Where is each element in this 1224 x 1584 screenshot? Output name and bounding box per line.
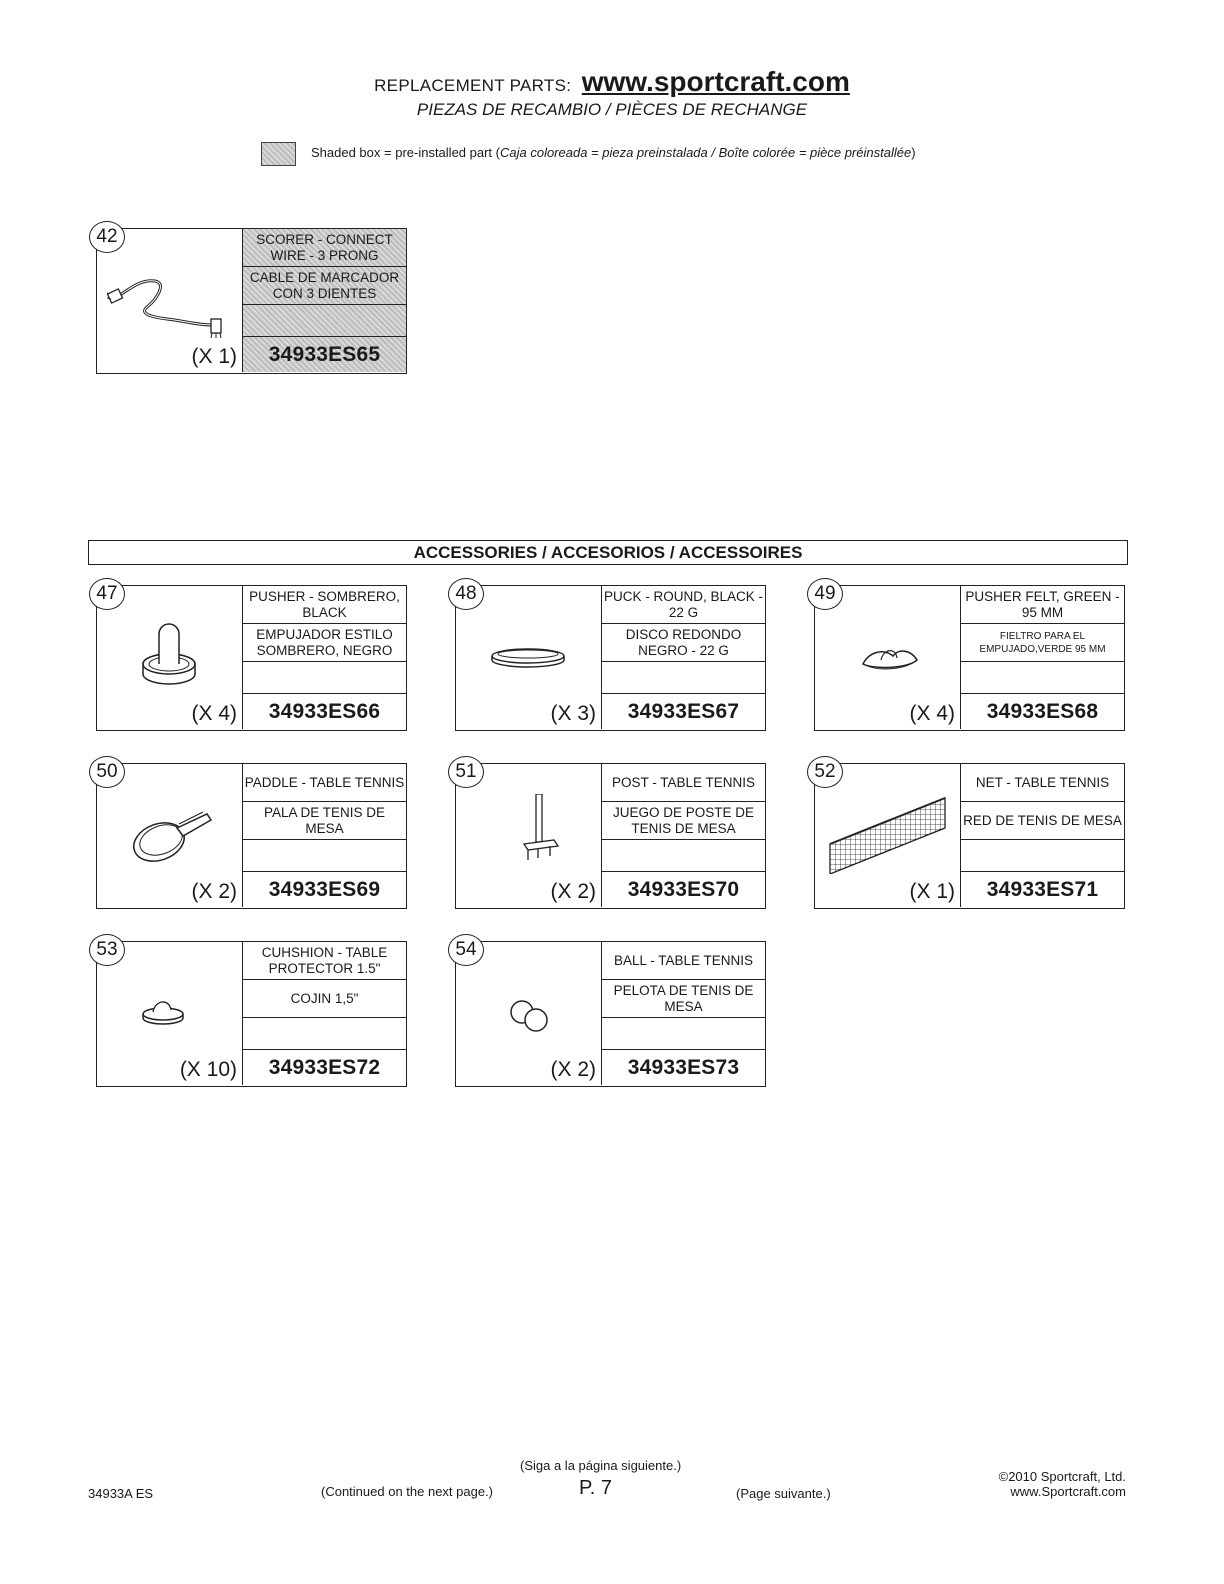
part-name-fr bbox=[961, 662, 1124, 694]
legend-text: Shaded box = pre-installed part (Caja coloreada = pieza preinstalada / Boîte colorée = pièce préinstallée) bbox=[311, 145, 916, 160]
part-info bbox=[242, 229, 406, 372]
part-name-en: CUHSHION - TABLE PROTECTOR 1.5" bbox=[243, 942, 406, 980]
part-card-53 bbox=[96, 941, 407, 1087]
part-code: 34933ES71 bbox=[986, 877, 1099, 901]
part-quantity: (X 4) bbox=[191, 702, 237, 725]
legend-shaded-swatch bbox=[261, 142, 296, 166]
part-number: 47 bbox=[89, 578, 125, 610]
part-name-fr bbox=[602, 840, 765, 872]
part-quantity: (X 4) bbox=[909, 702, 955, 725]
part-card-47 bbox=[96, 585, 407, 731]
part-name-es: RED DE TENIS DE MESA bbox=[961, 802, 1124, 840]
part-info bbox=[601, 942, 765, 1085]
part-number: 53 bbox=[89, 934, 125, 966]
footer-continued-en: (Continued on the next page.) bbox=[321, 1484, 494, 1499]
footer-page-number: P. 7 bbox=[579, 1477, 612, 1499]
part-number: 42 bbox=[89, 221, 125, 253]
part-info bbox=[601, 586, 765, 729]
part-name-es: CABLE DE MARCADOR CON 3 DIENTES bbox=[243, 267, 406, 305]
part-name-en: PADDLE - TABLE TENNIS bbox=[243, 764, 406, 802]
felt-icon bbox=[825, 616, 950, 696]
footer-doc-code: 34933A ES bbox=[88, 1486, 154, 1501]
part-name-fr bbox=[602, 662, 765, 694]
part-info bbox=[960, 764, 1124, 907]
part-name-es: FIELTRO PARA EL EMPUJADO,VERDE 95 MM bbox=[961, 624, 1124, 662]
part-name-en: POST - TABLE TENNIS bbox=[602, 764, 765, 802]
part-name-es: EMPUJADOR ESTILO SOMBRERO, NEGRO bbox=[243, 624, 406, 662]
part-name-fr bbox=[243, 305, 406, 337]
part-quantity: (X 3) bbox=[550, 702, 596, 725]
part-card-48 bbox=[455, 585, 766, 731]
wire-icon bbox=[107, 259, 232, 339]
part-name-en: BALL - TABLE TENNIS bbox=[602, 942, 765, 980]
part-name-en: NET - TABLE TENNIS bbox=[961, 764, 1124, 802]
footer-continued-es: (Siga a la página siguiente.) bbox=[520, 1458, 682, 1473]
part-name-fr bbox=[243, 840, 406, 872]
part-name-es: PALA DE TENIS DE MESA bbox=[243, 802, 406, 840]
part-number: 52 bbox=[807, 756, 843, 788]
net-icon bbox=[825, 794, 950, 874]
footer-copyright-block bbox=[980, 1469, 1126, 1499]
part-name-en: PUSHER - SOMBRERO, BLACK bbox=[243, 586, 406, 624]
part-name-en: SCORER - CONNECT WIRE - 3 PRONG bbox=[243, 229, 406, 267]
part-code: 34933ES73 bbox=[627, 1055, 740, 1079]
header-label: REPLACEMENT PARTS: bbox=[374, 76, 572, 95]
part-info bbox=[601, 764, 765, 907]
header-url-link[interactable]: www.sportcraft.com bbox=[581, 66, 850, 97]
part-name-fr bbox=[961, 840, 1124, 872]
part-card-42 bbox=[96, 228, 407, 374]
accessories-heading: ACCESSORIES / ACCESORIOS / ACCESSOIRES bbox=[88, 540, 1128, 565]
part-quantity: (X 10) bbox=[179, 1058, 237, 1081]
footer-copyright: ©2010 Sportcraft, Ltd. bbox=[998, 1469, 1126, 1484]
part-code: 34933ES68 bbox=[986, 699, 1099, 723]
part-card-49 bbox=[814, 585, 1125, 731]
part-number: 54 bbox=[448, 934, 484, 966]
part-number: 51 bbox=[448, 756, 484, 788]
part-code: 34933ES70 bbox=[627, 877, 740, 901]
part-name-es: COJIN 1,5" bbox=[243, 980, 406, 1018]
footer-continued-fr: (Page suivante.) bbox=[736, 1486, 831, 1501]
pusher-icon bbox=[107, 616, 232, 696]
part-card-51 bbox=[455, 763, 766, 909]
part-code: 34933ES72 bbox=[268, 1055, 381, 1079]
paddle-icon bbox=[107, 794, 232, 874]
part-quantity: (X 2) bbox=[191, 880, 237, 903]
part-quantity: (X 2) bbox=[550, 1058, 596, 1081]
header-subtitle: PIEZAS DE RECAMBIO / PIÈCES DE RECHANGE bbox=[416, 100, 808, 119]
part-name-fr bbox=[602, 1018, 765, 1050]
part-number: 48 bbox=[448, 578, 484, 610]
part-number: 49 bbox=[807, 578, 843, 610]
part-code: 34933ES66 bbox=[268, 699, 381, 723]
part-card-54 bbox=[455, 941, 766, 1087]
part-info bbox=[242, 942, 406, 1085]
puck-icon bbox=[466, 616, 591, 696]
part-name-fr bbox=[243, 662, 406, 694]
part-quantity: (X 1) bbox=[191, 345, 237, 368]
part-name-fr bbox=[243, 1018, 406, 1050]
part-card-50 bbox=[96, 763, 407, 909]
part-name-es: PELOTA DE TENIS DE MESA bbox=[602, 980, 765, 1018]
part-name-es: DISCO REDONDO NEGRO - 22 G bbox=[602, 624, 765, 662]
part-card-52 bbox=[814, 763, 1125, 909]
part-code: 34933ES69 bbox=[268, 877, 381, 901]
part-name-en: PUCK - ROUND, BLACK - 22 G bbox=[602, 586, 765, 624]
part-quantity: (X 2) bbox=[550, 880, 596, 903]
part-code: 34933ES65 bbox=[268, 342, 381, 366]
part-info bbox=[242, 586, 406, 729]
part-info bbox=[242, 764, 406, 907]
ball-icon bbox=[466, 972, 591, 1052]
part-code: 34933ES67 bbox=[627, 699, 740, 723]
footer-website-link[interactable]: www.Sportcraft.com bbox=[1010, 1484, 1126, 1499]
header-title bbox=[0, 66, 1224, 98]
part-name-es: JUEGO DE POSTE DE TENIS DE MESA bbox=[602, 802, 765, 840]
part-quantity: (X 1) bbox=[909, 880, 955, 903]
part-name-en: PUSHER FELT, GREEN - 95 MM bbox=[961, 586, 1124, 624]
part-number: 50 bbox=[89, 756, 125, 788]
cushion-icon bbox=[107, 972, 232, 1052]
post-icon bbox=[466, 794, 591, 874]
part-info bbox=[960, 586, 1124, 729]
